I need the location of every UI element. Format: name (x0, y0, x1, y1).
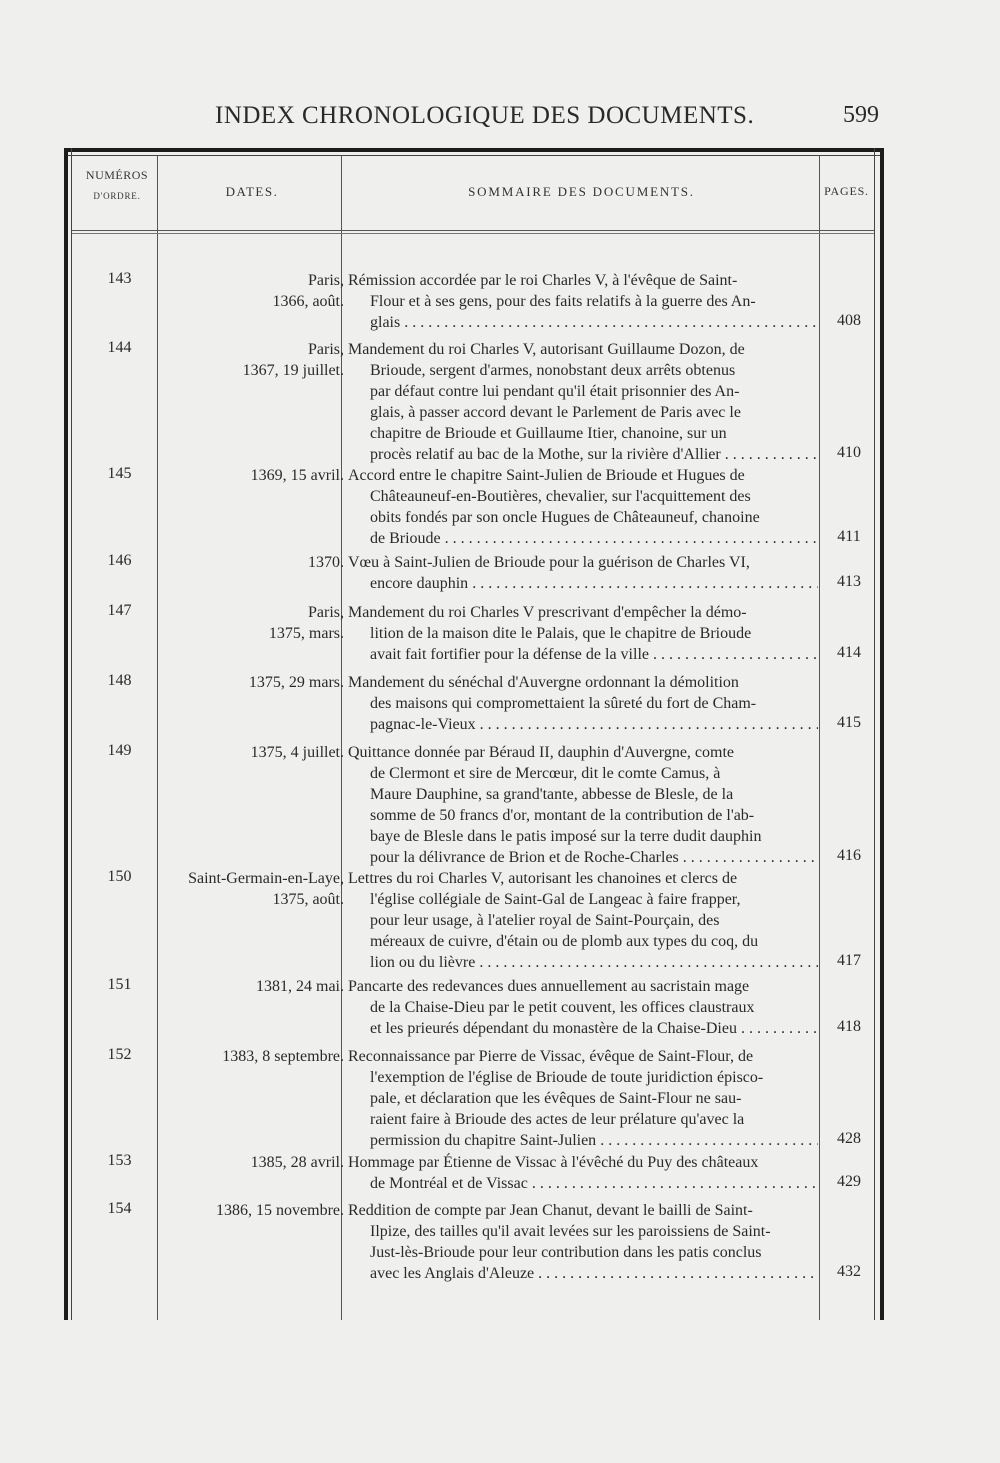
entry-number: 151 (107, 976, 132, 993)
frame-border-right (880, 148, 884, 1320)
entry-summary-line: Hommage par Étienne de Vissac à l'évêché du Puy des châteaux (348, 1154, 759, 1171)
entry-number: 144 (107, 339, 132, 356)
frame-border-left (64, 148, 68, 1320)
entry-date (164, 552, 344, 573)
entry-summary-line: chapitre de Brioude et Guillaume Itier, chanoine, sur un (370, 425, 727, 442)
page-number: 599 (843, 102, 879, 128)
entry-summary-line: Reconnaissance par Pierre de Vissac, évêque de Saint-Flour, de (348, 1048, 754, 1065)
entry-summary (348, 270, 818, 333)
entry-summary-line: méreaux de cuivre, d'étain ou de plomb aux types du coq, du (370, 933, 759, 950)
entry-summary-line: avait fait fortifier pour la défense de la ville . . . (348, 644, 818, 665)
entry-date-line: 1370. (308, 554, 344, 571)
entry-summary-line: permission du chapitre Saint-Julien . . . (348, 1130, 818, 1151)
entry-page: 408 (837, 312, 861, 329)
entry-page: 428 (837, 1130, 861, 1147)
entry-date-line: 1381, 24 mai. (256, 978, 344, 995)
entry-page: 410 (837, 444, 861, 461)
entry-summary (348, 672, 818, 735)
entry-summary-line: de Clermont et sire de Mercœur, dit le comte Camus, à (370, 765, 721, 782)
column-rule-dates (341, 156, 342, 1320)
page-header (0, 100, 1000, 140)
entry-summary-line: Mandement du roi Charles V prescrivant d'empêcher la démo- (348, 604, 747, 621)
entry-summary (348, 976, 818, 1039)
entry-date-line: 1386, 15 novembre. (216, 1202, 344, 1219)
entry-date (164, 270, 344, 312)
entry-page: 415 (837, 714, 861, 731)
header-rule (72, 230, 874, 231)
entry-date (164, 339, 344, 381)
entry-number: 145 (107, 465, 132, 482)
entry-number: 153 (107, 1152, 132, 1169)
entry-date-line: Paris, (308, 341, 344, 358)
entry-page: 432 (837, 1263, 861, 1280)
entry-summary (348, 339, 818, 465)
entry-date-line: 1367, 19 juillet. (242, 362, 344, 379)
entry-number: 143 (107, 270, 132, 287)
entry-summary-line: Ilpize, des tailles qu'il avait levées sur les paroissiens de Saint- (370, 1223, 771, 1240)
entry-summary-line: encore dauphin . . . (348, 573, 818, 594)
column-header-dates: DATES. (225, 184, 279, 199)
entry-number: 152 (107, 1046, 132, 1063)
column-header-ordre: D'ORDRE. (93, 191, 141, 201)
entry-date (164, 672, 344, 693)
entry-date-line: 1385, 28 avril. (250, 1154, 344, 1171)
column-rule-numero (157, 156, 158, 1320)
entry-date (164, 742, 344, 763)
entry-date (164, 1152, 344, 1173)
entry-summary-line: glais, à passer accord devant le Parlement de Paris avec le (370, 404, 741, 421)
entry-summary (348, 1200, 818, 1284)
entry-date (164, 602, 344, 644)
entry-date (164, 868, 344, 910)
entry-summary-line: l'église collégiale de Saint-Gal de Langeac à faire frapper, (370, 891, 741, 908)
column-rule-sommaire (819, 156, 820, 1320)
entry-date (164, 465, 344, 486)
entry-summary-line: Châteauneuf-en-Boutières, chevalier, sur l'acquittement des (370, 488, 751, 505)
entry-summary-line: Vœu à Saint-Julien de Brioude pour la guérison de Charles VI, (348, 554, 750, 571)
entry-summary-line: procès relatif au bac de la Mothe, sur la rivière d'Allier . . . (348, 444, 818, 465)
entry-date-line: 1375, août. (272, 891, 344, 908)
entry-date-line: Paris, (308, 272, 344, 289)
entry-summary (348, 465, 818, 549)
entry-page: 416 (837, 847, 861, 864)
entry-date-line: 1375, 4 juillet. (250, 744, 344, 761)
entry-summary-line: des maisons qui compromettaient la sûreté du fort de Cham- (370, 695, 757, 712)
entry-summary (348, 868, 818, 973)
entry-date-line: 1369, 15 avril. (250, 467, 344, 484)
entry-summary (348, 742, 818, 868)
entry-summary-line: l'exemption de l'église de Brioude de toute juridiction épisco- (370, 1069, 764, 1086)
entry-date-line: 1383, 8 septembre. (222, 1048, 344, 1065)
entry-summary-line: pour la délivrance de Brion et de Roche-Charles . . . (348, 847, 818, 868)
entry-summary-line: de la Chaise-Dieu par le petit couvent, les offices claustraux (370, 999, 755, 1016)
entry-summary-line: lition de la maison dite le Palais, que le chapitre de Brioude (370, 625, 752, 642)
entry-summary-line: obits fondés par son oncle Hugues de Châteauneuf, chanoine (370, 509, 760, 526)
column-header-numero: NUMÉROS (85, 168, 149, 182)
entry-number: 148 (107, 672, 132, 689)
entry-summary-line: Flour et à ses gens, pour des faits relatifs à la guerre des An- (370, 293, 756, 310)
entry-number: 150 (107, 868, 132, 885)
entry-number: 147 (107, 602, 132, 619)
entry-summary (348, 1152, 818, 1194)
entry-summary (348, 1046, 818, 1151)
entry-summary-line: Maure Dauphine, sa grand'tante, abbesse de Blesle, de la (370, 786, 734, 803)
entry-page: 418 (837, 1018, 861, 1035)
entry-summary-line: glais . . . (348, 312, 818, 333)
entry-summary (348, 552, 818, 594)
frame-border-top-inner (64, 155, 884, 156)
entry-summary-line: Mandement du sénéchal d'Auvergne ordonnant la démolition (348, 674, 739, 691)
entry-date-line: 1366, août. (272, 293, 344, 310)
entry-summary-line: pagnac-le-Vieux . . . (348, 714, 818, 735)
entry-summary-line: par défaut contre lui pendant qu'il était prisonnier des An- (370, 383, 740, 400)
entry-summary-line: Pancarte des redevances dues annuellement au sacristain mage (348, 978, 750, 995)
entry-date (164, 1046, 344, 1067)
entry-date (164, 976, 344, 997)
entry-page: 414 (837, 644, 861, 661)
entry-summary-line: Rémission accordée par le roi Charles V, à l'évêque de Saint- (348, 272, 738, 289)
entry-summary-line: Lettres du roi Charles V, autorisant les chanoines et clercs de (348, 870, 738, 887)
entry-date-line: 1375, 29 mars. (248, 674, 344, 691)
entry-summary-line: Quittance donnée par Béraud II, dauphin d'Auvergne, comte (348, 744, 735, 761)
entry-date-line: Paris, (308, 604, 344, 621)
column-header-pages: PAGES. (824, 184, 869, 198)
entry-page: 413 (837, 573, 861, 590)
entry-summary-line: Accord entre le chapitre Saint-Julien de Brioude et Hugues de (348, 467, 745, 484)
entry-summary-line: Brioude, sergent d'armes, nonobstant deux arrêts obtenus (370, 362, 736, 379)
entry-summary-line: Mandement du roi Charles V, autorisant Guillaume Dozon, de (348, 341, 745, 358)
entry-summary-line: Reddition de compte par Jean Chanut, devant le bailli de Saint- (348, 1202, 753, 1219)
entry-summary-line: baye de Blesle dans le patis imposé sur la terre dudit dauphin (370, 828, 762, 845)
entry-summary-line: de Brioude . . . (348, 528, 818, 549)
entry-page: 411 (837, 528, 861, 545)
entry-summary-line: Just-lès-Brioude pour leur contribution dans les patis conclus (370, 1244, 762, 1261)
header-rule-double (72, 233, 874, 234)
index-table (64, 148, 884, 1320)
entry-summary-line: de Montréal et de Vissac . . . (348, 1173, 818, 1194)
entry-summary-line: avec les Anglais d'Aleuze . . . (348, 1263, 818, 1284)
entry-summary-line: somme de 50 francs d'or, montant de la contribution de l'ab- (370, 807, 755, 824)
entry-page: 417 (837, 952, 861, 969)
entry-number: 146 (107, 552, 132, 569)
entry-summary-line: raient faire à Brioude des actes de leur prélature qu'avec la (370, 1111, 745, 1128)
entry-date-line: Saint-Germain-en-Laye, (188, 870, 344, 887)
column-header-sommaire: SOMMAIRE DES DOCUMENTS. (468, 184, 695, 199)
entry-number: 149 (107, 742, 132, 759)
entry-summary-line: pour leur usage, à l'atelier royal de Saint-Pourçain, des (370, 912, 720, 929)
frame-border-left-inner (71, 148, 72, 1320)
frame-border-top (64, 148, 884, 152)
entry-date (164, 1200, 344, 1221)
frame-border-right-inner (874, 148, 875, 1320)
entry-summary-line: pale, et déclaration que les évêques de Saint-Flour ne sau- (370, 1090, 742, 1107)
entry-page: 429 (837, 1173, 861, 1190)
entry-date-line: 1375, mars. (268, 625, 344, 642)
entry-summary-line: lion ou du lièvre . . . (348, 952, 818, 973)
running-title: INDEX CHRONOLOGIQUE DES DOCUMENTS. (215, 102, 755, 129)
entry-number: 154 (107, 1200, 132, 1217)
entry-summary (348, 602, 818, 665)
entry-summary-line: et les prieurés dépendant du monastère de la Chaise-Dieu . . . (348, 1018, 818, 1039)
